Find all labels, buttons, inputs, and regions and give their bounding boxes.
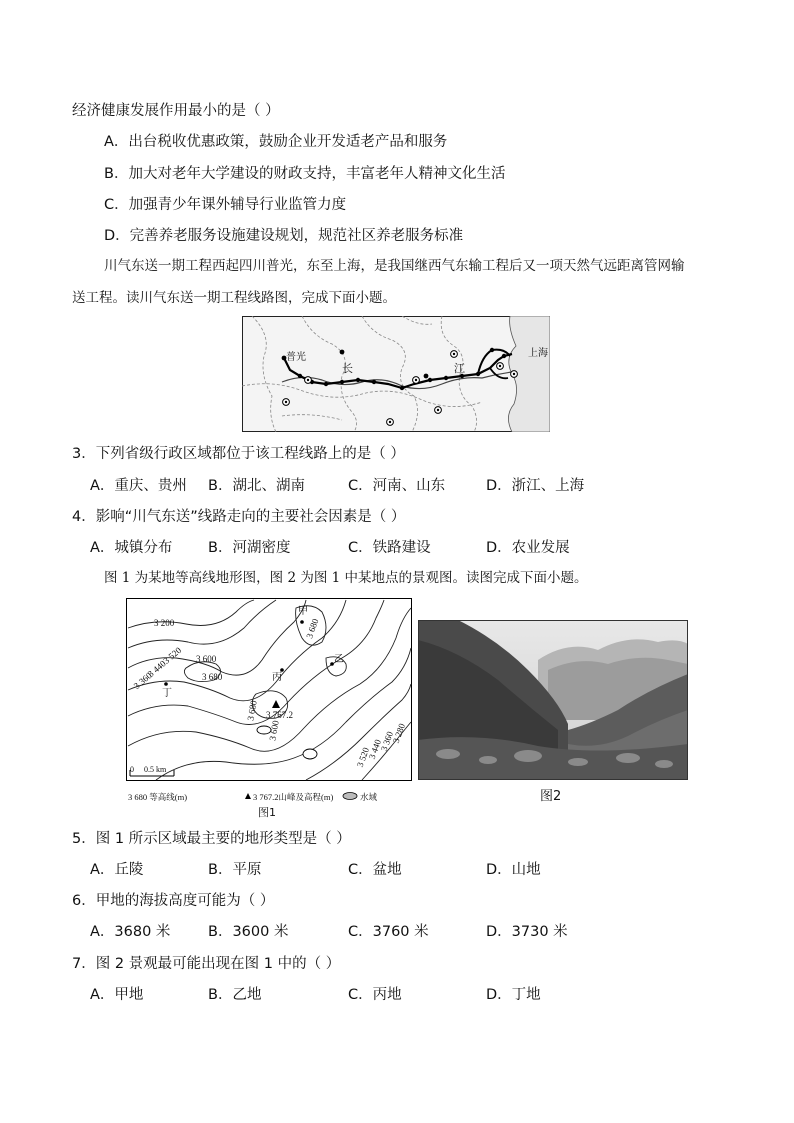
q5-option-a[interactable]: A．丘陵	[90, 862, 144, 878]
contour-label-3520-right: 3 520	[354, 746, 372, 769]
q3-option-b[interactable]: B．湖北、湖南	[208, 478, 305, 494]
q4-option-d[interactable]: D．农业发展	[486, 540, 570, 556]
q6-stem: 6．甲地的海拔高度可能为（ ）	[72, 893, 275, 909]
q4-option-c[interactable]: C．铁路建设	[348, 540, 431, 556]
q7-option-a[interactable]: A．甲地	[90, 987, 144, 1003]
point-yi: 乙	[334, 654, 344, 665]
fig1-caption: 图1	[258, 806, 276, 819]
q6-option-a[interactable]: A．3680 米	[90, 924, 171, 940]
q3-option-c[interactable]: C．河南、山东	[348, 478, 446, 494]
q7-option-c[interactable]: C．丙地	[348, 987, 402, 1003]
q5-option-c[interactable]: C．盆地	[348, 862, 402, 878]
pipeline-route-map	[242, 316, 550, 432]
intro1-line1: 川气东送一期工程西起四川普光，东至上海，是我国继西气东输工程后又一项天然气远距离管网输	[104, 258, 685, 274]
q4-stem: 4．影响“川气东送”线路走向的主要社会因素是（ ）	[72, 509, 406, 525]
contour-map-svg	[126, 598, 414, 820]
contour-map-figure	[126, 598, 414, 820]
legend-contour: 3 680 等高线(m)	[128, 792, 188, 802]
valley-photo-svg	[418, 620, 690, 806]
q5-option-b[interactable]: B．平原	[208, 862, 262, 878]
intro1-line2: 送工程。读川气东送一期工程线路图，完成下面小题。	[72, 290, 396, 306]
q4-option-a[interactable]: A．城镇分布	[90, 540, 173, 556]
contour-label-3280-right: 3 280	[390, 722, 408, 745]
contour-label-3440-left: 3 440	[145, 658, 168, 680]
map-label-jiang: 江	[454, 363, 465, 375]
q7-option-b[interactable]: B．乙地	[208, 987, 262, 1003]
q6-option-b[interactable]: B．3600 米	[208, 924, 289, 940]
q6-option-c[interactable]: C．3760 米	[348, 924, 429, 940]
point-bing: 丙	[272, 672, 282, 683]
legend-peak-icon	[245, 793, 251, 799]
q2-option-c[interactable]: C．加强青少年课外辅导行业监管力度	[104, 197, 347, 213]
contour-label-3520-left: 3 520	[161, 645, 184, 666]
map-label-puguang: 普光	[286, 352, 306, 363]
q2-stem-tail: 经济健康发展作用最小的是（ ）	[72, 103, 280, 119]
map-label-chang: 长	[342, 363, 353, 375]
point-ding: 丁	[162, 688, 172, 699]
q7-stem: 7．图 2 景观最可能出现在图 1 中的（ ）	[72, 956, 341, 972]
legend-water: 水域	[360, 792, 378, 802]
q5-option-d[interactable]: D．山地	[486, 862, 541, 878]
pipeline-map-svg	[242, 316, 550, 432]
contour-label-3680-top: 3 680	[304, 617, 321, 640]
contour-label-3440-right: 3 440	[366, 738, 384, 761]
point-jia: 甲	[298, 606, 308, 617]
contour-label-3600-left: 3 600	[196, 654, 217, 664]
intro2: 图 1 为某地等高线地形图，图 2 为图 1 中某地点的景观图。读图完成下面小题。	[104, 570, 588, 586]
valley-landscape-photo	[418, 620, 690, 806]
q3-option-a[interactable]: A．重庆、贵州	[90, 478, 187, 494]
contour-label-3200: 3 200	[154, 618, 175, 628]
legend-peak: 3 767.2山峰及高程(m)	[253, 792, 334, 802]
scale-distance: 0.5 km	[144, 765, 167, 774]
scale-zero: 0	[130, 765, 134, 774]
contour-label-3360-right: 3 360	[378, 730, 396, 753]
contour-label-3600-low: 3 600	[267, 719, 281, 742]
q2-option-a[interactable]: A．出台税收优惠政策，鼓励企业开发适老产品和服务	[104, 134, 448, 150]
q2-option-d[interactable]: D．完善养老服务设施建设规划，规范社区养老服务标准	[104, 228, 464, 244]
contour-label-3680-low: 3 680	[245, 699, 259, 722]
peak-elevation-label: 3 767.2	[266, 710, 293, 720]
contour-label-3360-left: 3 360	[131, 670, 154, 692]
fig2-caption: 图2	[540, 789, 562, 804]
q6-option-d[interactable]: D．3730 米	[486, 924, 568, 940]
q5-stem: 5．图 1 所示区域最主要的地形类型是（ ）	[72, 831, 351, 847]
contour-label-3680-mid: 3 680	[202, 672, 223, 682]
legend-water-icon	[343, 793, 357, 800]
q3-option-d[interactable]: D．浙江、上海	[486, 478, 585, 494]
q7-option-d[interactable]: D．丁地	[486, 987, 541, 1003]
q3-stem: 3．下列省级行政区域都位于该工程线路上的是（ ）	[72, 446, 405, 462]
map-label-shanghai: 上海	[528, 348, 548, 359]
q2-option-b[interactable]: B．加大对老年大学建设的财政支持，丰富老年人精神文化生活	[104, 166, 506, 182]
q4-option-b[interactable]: B．河湖密度	[208, 540, 291, 556]
